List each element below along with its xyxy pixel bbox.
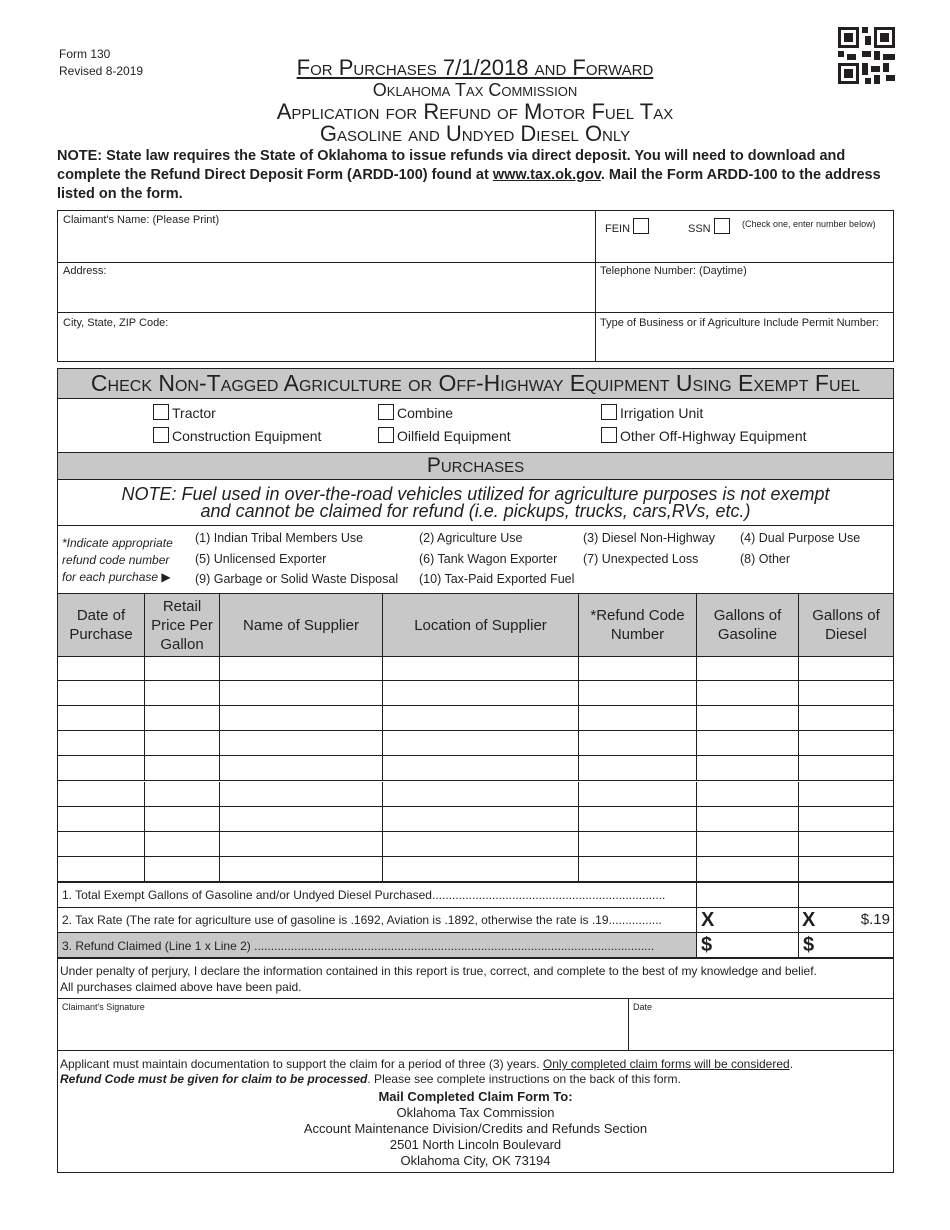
cell-price[interactable] [145,807,220,832]
fein-option [605,218,652,235]
col-gasoline: Gallons of Gasoline [697,594,799,656]
form-number: Form 130 [59,47,111,61]
cell-price[interactable] [145,681,220,706]
cell-refund-code[interactable] [579,807,697,832]
col-supplier-location: Location of Supplier [383,594,579,656]
agriculture-note [58,486,893,520]
refund-code: (9) Garbage or Solid Waste Disposal [195,572,399,586]
cell-gasoline[interactable] [697,681,799,706]
cell-date[interactable] [58,832,145,857]
other-equipment-checkbox[interactable] [601,427,617,443]
cell-supplier-location[interactable] [383,782,579,807]
combine-label: Combine [397,405,454,421]
table-row [58,857,893,882]
refund-claimed-label: 3. Refund Claimed (Line 1 x Line 2) ........................................................................................................................ [58,933,697,959]
completed-forms-text: Only completed claim forms will be considered [542,1057,790,1071]
combine-checkbox[interactable] [378,404,394,420]
col-diesel: Gallons of Diesel [812,607,880,643]
equip-irrigation[interactable] [601,404,703,421]
date-label: Date [633,1002,653,1012]
cell-diesel[interactable] [799,857,893,882]
phone-label: Telephone Number: (Daytime) [600,265,747,277]
ssn-checkbox[interactable] [714,218,730,234]
cell-date[interactable] [58,706,145,731]
perjury-line: Under penalty of perjury, I declare the information contained in this report is true, correct, and complete to the best of my knowledge and belief. [60,964,817,978]
cell-price[interactable] [145,782,220,807]
dollar-sign: $ [803,934,815,956]
cell-refund-code[interactable] [579,832,697,857]
refund-code: (4) Dual Purpose Use [740,531,861,545]
instruction-line: refund code number [62,553,170,567]
cell-supplier-name[interactable] [220,706,383,731]
cell-date[interactable] [58,731,145,756]
cell-supplier-location[interactable] [383,731,579,756]
refund-code: (5) Unlicensed Exporter [195,552,327,566]
cell-diesel[interactable] [799,807,893,832]
equip-oilfield[interactable] [378,427,511,444]
equip-construction[interactable] [153,427,321,444]
col-supplier-name: Name of Supplier [220,594,383,656]
claimant-name-label: Claimant's Name: (Please Print) [63,214,220,226]
table-row [58,681,893,706]
agency-name: Oklahoma Tax Commission [372,80,578,100]
instruction-line: *Indicate appropriate [62,536,173,550]
cell-price[interactable] [145,706,220,731]
cell-date[interactable] [58,756,145,781]
refund-code: (10) Tax-Paid Exported Fuel [419,572,575,586]
cell-date[interactable] [58,857,145,882]
table-row [58,731,893,756]
table-row [58,807,893,832]
construction-checkbox[interactable] [153,427,169,443]
cell-diesel[interactable] [799,681,893,706]
agriculture-note-line1: NOTE: Fuel used in over-the-road vehicles utilized for agriculture purposes is not exempt [121,484,830,504]
total-gasoline-field[interactable] [697,883,799,908]
claimant-name-field[interactable] [60,229,590,259]
oilfield-checkbox[interactable] [378,427,394,443]
table-row [58,756,893,781]
multiply-icon: X [802,909,816,931]
col-date: Date of Purchase [58,594,145,656]
cell-gasoline[interactable] [697,756,799,781]
cell-supplier-name[interactable] [220,756,383,781]
cell-gasoline[interactable] [697,656,799,681]
period: . [789,1057,794,1071]
refund-code-required: Refund Code must be given for claim to be processed [60,1072,368,1086]
cell-price[interactable] [145,832,220,857]
cell-price[interactable] [145,857,220,882]
irrigation-checkbox[interactable] [601,404,617,420]
cell-supplier-name[interactable] [220,681,383,706]
cell-supplier-name[interactable] [220,857,383,882]
title-block [0,80,950,144]
city-state-zip-field[interactable] [60,331,590,359]
cell-diesel[interactable] [799,782,893,807]
cell-refund-code[interactable] [579,756,697,781]
equip-other[interactable] [601,427,807,444]
refund-code: (3) Diesel Non-Highway [583,531,715,545]
perjury-statement [60,963,817,995]
form-subtitle: Gasoline and Undyed Diesel Only [319,121,631,146]
cell-diesel[interactable] [799,731,893,756]
cell-gasoline[interactable] [697,832,799,857]
cell-gasoline[interactable] [697,807,799,832]
cell-refund-code[interactable] [579,782,697,807]
fein-checkbox[interactable] [633,218,649,234]
cell-price[interactable] [145,756,220,781]
cell-price[interactable] [145,731,220,756]
purchase-table-header [58,593,893,657]
ssn-label: SSN [688,223,711,235]
table-row [58,656,893,681]
cell-gasoline[interactable] [697,857,799,882]
equip-tractor[interactable] [153,404,216,421]
signature-label: Claimant's Signature [62,1002,145,1012]
cell-refund-code[interactable] [579,706,697,731]
claimant-info-section [57,210,894,362]
oilfield-label: Oilfield Equipment [397,428,511,444]
business-type-label: Type of Business or if Agriculture Include Permit Number: [600,317,879,329]
cell-supplier-name[interactable] [220,832,383,857]
total-diesel-field[interactable] [799,883,893,908]
title-purchases: For Purchases 7/1/2018 and Forward [296,55,654,80]
form-title: Application for Refund of Motor Fuel Tax [276,99,674,124]
instruction-line: for each purchase [62,570,159,584]
cell-date[interactable] [58,656,145,681]
cell-date[interactable] [58,681,145,706]
address-line: Oklahoma Tax Commission [396,1105,555,1120]
cell-refund-code[interactable] [579,731,697,756]
tax-website-link[interactable]: www.tax.ok.gov [492,167,601,183]
note-text-end: . Mail the Form ARDD-100 to the address listed on the form. [57,167,881,202]
refund-code: (8) Other [740,552,791,566]
cell-price[interactable] [145,656,220,681]
mail-title: Mail Completed Claim Form To: [378,1089,573,1104]
city-label: City, State, ZIP Code: [63,317,169,329]
diesel-refund-field[interactable] [799,933,893,959]
other-equipment-label: Other Off-Highway Equipment [620,428,807,444]
address-line: Oklahoma City, OK 73194 [400,1153,551,1168]
cell-diesel[interactable] [799,832,893,857]
business-type-field[interactable] [598,331,890,359]
cell-supplier-name[interactable] [220,656,383,681]
cell-supplier-name[interactable] [220,782,383,807]
cell-gasoline[interactable] [697,706,799,731]
equipment-section-title: Check Non-Tagged Agriculture or Off-Highway Equipment Using Exempt Fuel [58,369,893,399]
table-row [58,832,893,857]
col-refund-code: *Refund Code Number [579,594,697,656]
footer-instructions [60,1057,890,1087]
tax-rate-label: 2. Tax Rate (The rate for agriculture use of gasoline is .1692, Aviation is .1892, otherwise the rate is .19................ [58,908,697,933]
refund-code: (2) Agriculture Use [419,531,523,545]
cell-supplier-location[interactable] [383,681,579,706]
cell-refund-code[interactable] [579,681,697,706]
purchase-table-body [58,656,893,882]
refund-code-instruction [62,535,173,586]
ssn-option [688,218,733,235]
address-line: 2501 North Lincoln Boulevard [389,1137,562,1152]
address-field[interactable] [60,279,590,309]
equip-combine[interactable] [378,404,453,421]
col-price: Retail Price Per Gallon [145,594,220,656]
fein-label: FEIN [605,223,631,235]
cell-date[interactable] [58,807,145,832]
cell-supplier-name[interactable] [220,807,383,832]
dollar-sign: $ [701,934,713,956]
address-line: Account Maintenance Division/Credits and Refunds Section [303,1121,648,1136]
cell-gasoline[interactable] [697,782,799,807]
declaration-section [57,957,894,1173]
cell-supplier-location[interactable] [383,656,579,681]
direct-deposit-note [57,147,893,204]
cell-diesel[interactable] [799,756,893,781]
purchases-title: Purchases [58,452,893,480]
date-field[interactable] [631,1014,889,1048]
totals-section [58,882,893,959]
cell-supplier-location[interactable] [383,832,579,857]
cell-refund-code[interactable] [579,656,697,681]
cell-refund-code[interactable] [579,857,697,882]
cell-supplier-location[interactable] [383,706,579,731]
note-text: NOTE: State law requires the State of Oklahoma to issue refunds via direct deposit. You will need to download and complete the Refund Direct Deposit Form (ARDD-100) found at [57,148,846,183]
tractor-checkbox[interactable] [153,404,169,420]
refund-code: (1) Indian Tribal Members Use [195,531,364,545]
address-label: Address: [63,265,107,277]
retention-text: Applicant must maintain documentation to support the claim for a period of three (3) years. [60,1057,543,1071]
cell-supplier-location[interactable] [383,756,579,781]
cell-diesel[interactable] [799,656,893,681]
perjury-line: All purchases claimed above have been paid. [60,980,302,994]
cell-date[interactable] [58,782,145,807]
instructions-text: . Please see complete instructions on the back of this form. [367,1072,681,1086]
check-one-hint: (Check one, enter number below) [742,219,876,229]
form-revised: Revised 8-2019 [59,64,144,78]
cell-supplier-name[interactable] [220,731,383,756]
gasoline-rate-field[interactable] [697,908,799,933]
gasoline-refund-field[interactable] [697,933,799,959]
cell-supplier-location[interactable] [383,807,579,832]
multiply-icon: X [701,909,715,931]
qr-code-icon [838,27,895,84]
cell-gasoline[interactable] [697,731,799,756]
irrigation-label: Irrigation Unit [620,405,704,421]
construction-label: Construction Equipment [172,428,322,444]
diesel-rate-field [799,908,893,933]
tractor-label: Tractor [172,405,216,421]
signature-field[interactable] [60,1014,625,1048]
mailing-address [58,1089,893,1169]
table-row [58,782,893,807]
agriculture-note-line2: and cannot be claimed for refund (i.e. pickups, trucks, cars,RVs, etc.) [200,501,751,521]
refund-code: (6) Tank Wagon Exporter [419,552,558,566]
cell-diesel[interactable] [799,706,893,731]
diesel-rate-value: $.19 [860,911,890,928]
arrow-right-icon: ▶ [161,570,171,584]
phone-field[interactable] [598,279,890,309]
table-row [58,706,893,731]
refund-code: (7) Unexpected Loss [583,552,699,566]
cell-supplier-location[interactable] [383,857,579,882]
total-gallons-label: 1. Total Exempt Gallons of Gasoline and/or Undyed Diesel Purchased...................................................................... [58,883,697,908]
